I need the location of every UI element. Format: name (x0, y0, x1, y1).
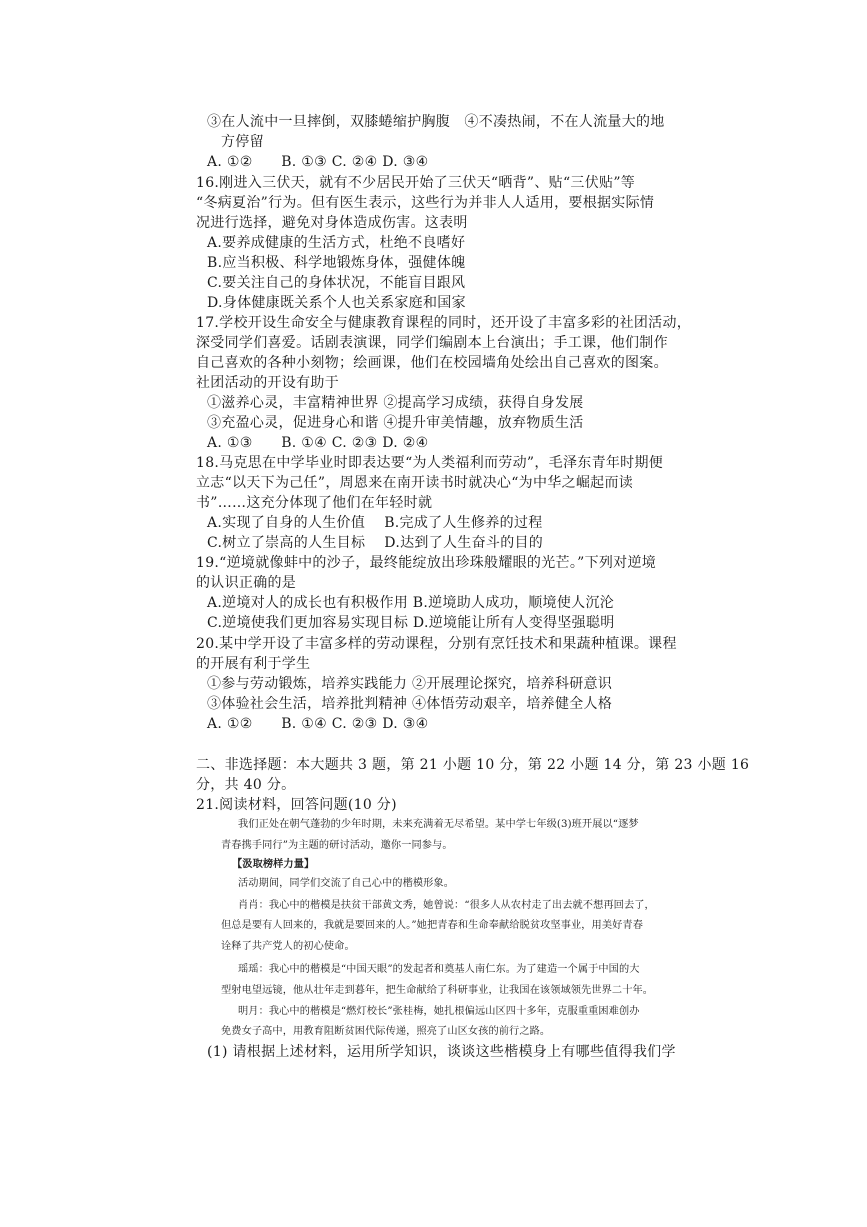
q17-stem-line: 社团活动的开设有助于 (196, 375, 339, 391)
q16-option-d: D.身体健康既关系个人也关系家庭和国家 (207, 295, 466, 311)
q16-stem-line: 16.刚进入三伏天，就有不少居民开始了三伏天“晒背”、贴“三伏贴”等 (196, 175, 636, 191)
q16-stem-line: 况进行选择，避免对身体造成伤害。这表明 (196, 215, 468, 231)
q21-title: 21.阅读材料，回答问题(10 分) (196, 797, 397, 813)
q21-material-paragraph: 活动期间，同学们交流了自己心中的楷模形象。 (238, 878, 455, 889)
q19-option-line: A.逆境对人的成长也有积极作用 B.逆境助人成功，顺境使人沉沦 (207, 595, 615, 611)
q18-stem-line: 立志“以天下为己任”，周恩来在南开读书时就决心“为中华之崛起而读 (196, 475, 634, 491)
q20-item-line: ③体验社会生活，培养批判精神 ④体悟劳动艰辛，培养健全人格 (207, 696, 613, 712)
q21-material-paragraph: 免费女子高中，用教育阻断贫困代际传递，照亮了山区女孩的前行之路。 (221, 1026, 551, 1037)
q21-material-paragraph: 瑶瑶：我心中的楷模是“中国天眼”的发起者和奠基人南仁东。为了建造一个属于中国的大 (238, 964, 640, 975)
q20-stem-line: 20.某中学开设了丰富多样的劳动课程，分别有烹饪技术和果蔬种植课。课程 (196, 636, 677, 652)
q17-item-line: ③充盈心灵，促进身心和谐 ④提升审美情趣，放弃物质生活 (207, 415, 584, 431)
q16-stem-line: “冬病夏治”行为。但有医生表示，这些行为并非人人适用，要根据实际情 (196, 195, 655, 211)
q15-option-line-cont: 方停留 (221, 134, 264, 150)
q16-option-c: C.要关注自己的身体状况，不能盲目跟风 (207, 275, 466, 291)
q21-material-paragraph: 但总是要有人回来的，我就是要回来的人。”她把青春和生命奉献给脱贫攻坚事业，用美好青春 (221, 920, 643, 931)
q19-stem-line: 的认识正确的是 (196, 575, 297, 591)
q21-material-paragraph: 明月：我心中的楷模是“燃灯校长”张桂梅，她扎根偏远山区四十多年，克服重重困难创办 (238, 1006, 640, 1017)
q21-material-paragraph: 型射电望远镜，他从壮年走到暮年，把生命献给了科研事业，让我国在该领域领先世界二十年。 (221, 985, 654, 996)
q16-option-a: A.要养成健康的生活方式，杜绝不良嗜好 (207, 235, 466, 251)
q16-option-b: B.应当积极、科学地锻炼身体，强健体魄 (207, 255, 466, 271)
q21-material-paragraph: 诠释了共产党人的初心使命。 (221, 941, 355, 952)
q21-subquestion-1: (1) 请根据上述材料，运用所学知识，谈谈这些楷模身上有哪些值得我们学 (207, 1044, 676, 1060)
q20-item-line: ①参与劳动锻炼，培养实践能力 ②开展理论探究，培养科研意识 (207, 676, 613, 692)
q19-option-line: C.逆境使我们更加容易实现目标 D.逆境能让所有人变得坚强聪明 (207, 615, 615, 631)
q18-option-line: A.实现了自身的人生价值 B.完成了人生修养的过程 (207, 515, 543, 531)
q17-stem-line: 深受同学们喜爱。话剧表演课，同学们编剧本上台演出；手工课，他们制作 (196, 335, 668, 351)
q20-stem-line: 的开展有利于学生 (196, 656, 311, 672)
q17-answers: A. ①③ B. ①④ C. ②③ D. ②④ (207, 435, 429, 451)
q17-stem-line: 自己喜欢的各种小刻物；绘画课，他们在校园墙角处绘出自己喜欢的图案。 (196, 355, 668, 371)
q19-stem-line: 19.“逆境就像蚌中的沙子，最终能绽放出珍珠般耀眼的光芒。”下列对逆境 (196, 555, 657, 571)
q21-material-intro: 青春携手同行”为主题的研讨活动，邀你一同参与。 (221, 840, 453, 851)
q18-option-line: C.树立了崇高的人生目标 D.达到了人生奋斗的目的 (207, 535, 544, 551)
q20-answers: A. ①② B. ①④ C. ②③ D. ③④ (207, 716, 429, 732)
q21-material-paragraph: 肖肖：我心中的楷模是扶贫干部黄文秀，她曾说：“很多人从农村走了出去就不想再回去了， (238, 900, 655, 911)
q21-material-intro: 我们正处在朝气蓬勃的少年时期，未来充满着无尽希望。某中学七年级(3)班开展以“逐梦 (238, 819, 639, 830)
q15-option-line: ③在人流中一旦摔倒，双膝蜷缩护胸腹 ④不凑热闹，不在人流量大的地 (207, 114, 665, 130)
q18-stem-line: 书”……这充分体现了他们在年轻时就 (196, 495, 433, 511)
section2-heading-line: 分，共 40 分。 (196, 777, 296, 793)
q18-stem-line: 18.马克思在中学毕业时即表达要“为人类福利而劳动”，毛泽东青年时期便 (196, 455, 664, 471)
q17-stem-line: 17.学校开设生命安全与健康教育课程的同时，还开设了丰富多彩的社团活动， (196, 315, 692, 331)
q17-item-line: ①滋养心灵，丰富精神世界 ②提高学习成绩，获得自身发展 (207, 395, 584, 411)
q21-material-subhead: 【汲取榜样力量】 (232, 858, 315, 870)
q15-answers: A. ①② B. ①③ C. ②④ D. ③④ (207, 154, 429, 170)
section2-heading-line: 二、非选择题：本大题共 3 题，第 21 小题 10 分，第 22 小题 14 分，第 23 小题 16 (196, 757, 750, 773)
